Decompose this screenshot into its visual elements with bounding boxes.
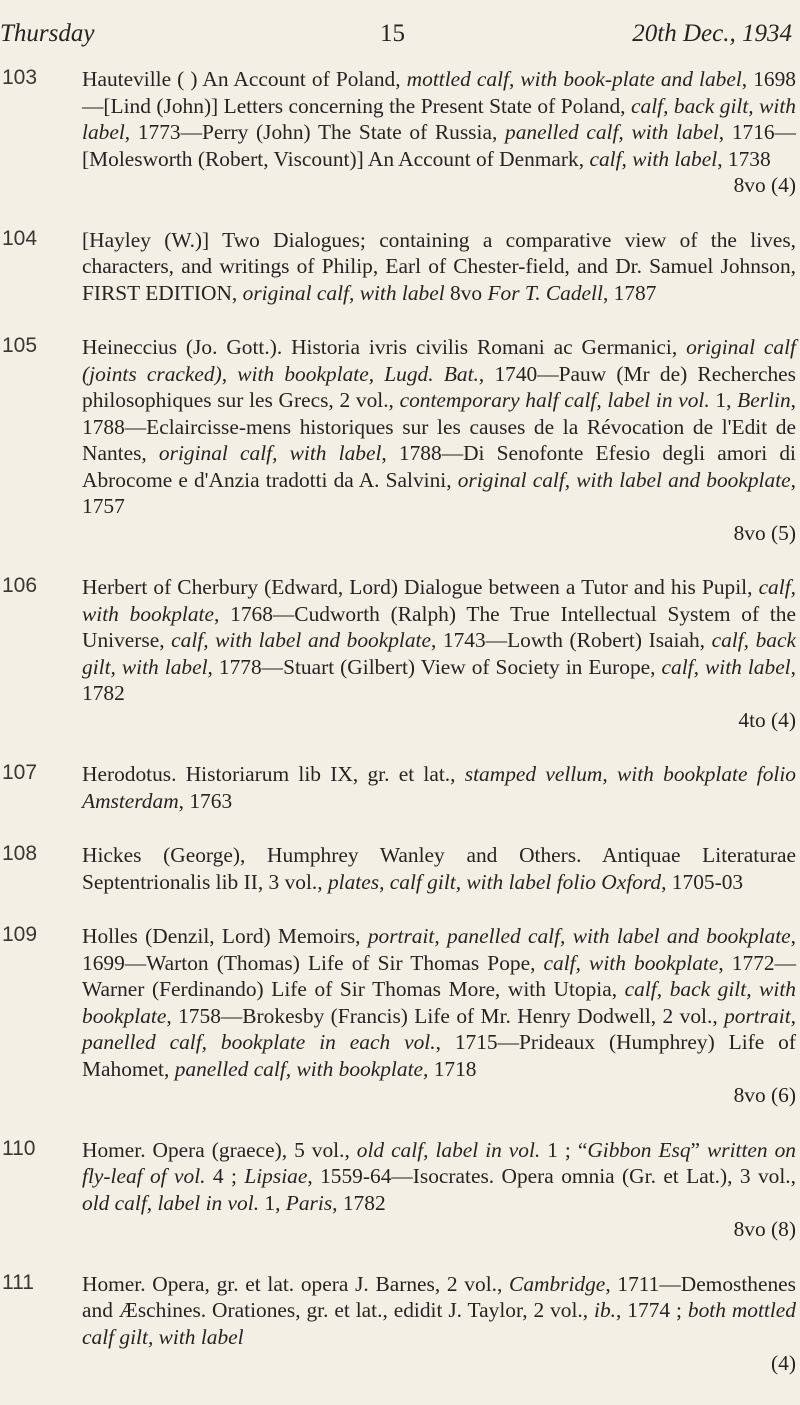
lot-text: , 1782 <box>332 1190 386 1215</box>
lot-italic-text: panelled calf, with label <box>505 120 719 144</box>
lot-italic-text: For T. Cadell <box>487 280 603 305</box>
lot-entry <box>0 574 800 733</box>
lot-description <box>82 334 796 520</box>
lot-description <box>82 1137 796 1217</box>
lot-text: , 1774 ; <box>616 1298 688 1322</box>
lot-description <box>82 923 796 1082</box>
lot-text: , 1699—Warton (Thomas) Life of Sir Thomas Pope, <box>82 924 796 975</box>
lot-text: , 1773—Perry (John) The State of Russia, <box>124 120 505 144</box>
lot-text: , 1738 <box>717 146 771 171</box>
lot-italic-text: ib. <box>594 1298 617 1322</box>
lot-italic-text: portrait, panelled calf, bookplate in each vol. <box>82 1003 796 1054</box>
lot-text: , 1705-03 <box>661 869 744 894</box>
lot-italic-text: calf, back gilt, with label <box>82 93 796 144</box>
lot-italic-text: folio Oxford <box>556 869 662 894</box>
lot-text: , 1787 <box>602 280 657 305</box>
lot-text: , 1715—Prideaux (Humphrey) Life of Mahomet, <box>82 1030 796 1081</box>
lot-entry <box>0 334 800 546</box>
page-number: 15 <box>380 20 405 47</box>
lot-italic-text: Berlin <box>737 388 791 412</box>
lot-text: , 1763 <box>178 788 233 813</box>
lot-italic-text: calf, back gilt, with bookplate <box>82 977 796 1028</box>
lot-description <box>82 842 796 895</box>
lot-italic-text: mottled calf, with book-plate and label <box>406 67 742 91</box>
lot-italic-text: calf, with bookplate <box>543 950 719 975</box>
lot-italic-text: stamped vellum, with bookplate <box>464 762 748 786</box>
lot-italic-text: calf, back gilt, with label <box>82 628 796 679</box>
lot-text: Holles (Denzil, Lord) Memoirs, <box>82 924 368 948</box>
lot-text: , 1698—[Lind (John)] Letters concerning the Present State of Poland, <box>82 67 796 118</box>
lot-italic-text: old calf, label in vol. <box>82 1190 260 1215</box>
lot-text: , 1758—Brokesby (Francis) Life of Mr. Henry Dodwell, 2 vol., <box>166 1003 725 1028</box>
lot-format-count: 4to (4) <box>738 707 796 732</box>
lot-italic-text: plates, calf gilt, with label <box>327 869 552 894</box>
lot-text: ” <box>690 1137 708 1162</box>
lot-text: , 1757 <box>82 467 796 518</box>
lot-entry <box>0 761 800 814</box>
lot-text: , 1743—Lowth (Robert) Isaiah, <box>430 628 712 652</box>
lot-number: 109 <box>2 923 38 946</box>
lot-italic-text: panelled calf, with bookplate <box>174 1056 424 1081</box>
lot-format-count: 8vo (5) <box>733 520 796 545</box>
lot-text: , 1778—Stuart (Gilbert) View of Society in Europe, <box>207 654 662 679</box>
lot-text: [Hayley (W.)] Two Dialogues; containing a comparative view of the lives, characters, and writings of Philip, Earl of Chester-field, and Dr. Samuel Johnson, FIRST EDITION, <box>82 227 796 305</box>
lot-description <box>82 574 796 707</box>
lot-number: 108 <box>2 842 38 865</box>
lot-number: 105 <box>2 334 38 357</box>
lot-italic-text: calf, with label <box>661 654 791 679</box>
header-day: Thursday <box>0 20 95 47</box>
lot-text: , 1711—Demosthenes and Æschines. Orationes, gr. et lat., edidit J. Taylor, 2 vol., <box>82 1271 796 1322</box>
lot-italic-text: original calf, with label <box>158 441 382 465</box>
lot-italic-text: Gibbon Esq <box>587 1137 691 1162</box>
lot-italic-text: calf, with bookplate <box>82 575 796 626</box>
lot-italic-text: written on fly-leaf of vol. <box>82 1137 796 1188</box>
lot-entry <box>0 1271 800 1377</box>
lot-text: , 1788—Eclaircisse-mens historiques sur les causes de la Révocation de l'Edit de Nantes, <box>82 388 796 465</box>
lot-number: 110 <box>2 1136 36 1160</box>
lot-entry <box>0 1137 800 1243</box>
lot-text: Heineccius (Jo. Gott.). Historia ivris civilis Romani ac Germanici, <box>82 335 687 359</box>
lot-text: , 1772—Warner (Ferdinando) Life of Sir Thomas More, with Utopia, <box>82 950 796 1001</box>
lot-italic-text: Lipsiae <box>244 1164 308 1188</box>
lot-text: , 1768—Cudworth (Ralph) The True Intellectual System of the Universe, <box>82 601 796 652</box>
lot-number: 107 <box>2 761 38 784</box>
lot-text: 8vo <box>444 280 488 305</box>
lot-italic-text: original calf, with label <box>242 280 445 305</box>
lot-text: , 1740—Pauw (Mr de) Recherches philosophiques sur les Grecs, 2 vol., <box>82 361 796 412</box>
lot-italic-text: Cambridge <box>509 1271 606 1296</box>
lot-number: 103 <box>2 66 38 89</box>
lot-italic-text: Paris <box>285 1190 333 1215</box>
lot-italic-text: contemporary half calf, label in vol. <box>399 388 710 412</box>
lot-italic-text: old calf, label in vol. <box>356 1137 541 1162</box>
running-header <box>0 20 800 54</box>
lot-italic-text: both mottled calf gilt, with label <box>82 1298 796 1349</box>
lot-text: Homer. Opera, gr. et lat. opera J. Barnes, 2 vol., <box>82 1271 510 1296</box>
lot-text: 1, <box>259 1190 286 1215</box>
lot-text: 1, <box>709 388 738 412</box>
lot-format-count: (4) <box>771 1351 796 1375</box>
lot-list <box>0 66 800 1405</box>
lot-text: Homer. Opera (graece), 5 vol., <box>82 1137 357 1162</box>
lot-description <box>82 66 796 172</box>
lot-entry <box>0 842 800 895</box>
lot-entry <box>0 66 800 199</box>
lot-number: 106 <box>2 574 38 597</box>
lot-entry <box>0 227 800 307</box>
lot-italic-text: calf, with label <box>589 146 718 171</box>
lot-text: Hauteville ( ) An Account of Poland, <box>82 67 407 91</box>
lot-description <box>82 227 796 307</box>
lot-format-count: 8vo (6) <box>733 1083 796 1107</box>
lot-text: 4 ; <box>205 1164 245 1188</box>
lot-format-count: 8vo (4) <box>733 173 796 197</box>
lot-text: , 1782 <box>82 654 796 705</box>
lot-italic-text: portrait, panelled calf, with label and bookplate <box>367 924 791 948</box>
lot-text: , 1716—[Molesworth (Robert, Viscount)] An Account of Denmark, <box>82 120 796 171</box>
lot-text: Herbert of Cherbury (Edward, Lord) Dialogue between a Tutor and his Pupil, <box>82 575 759 599</box>
lot-description <box>82 761 796 814</box>
lot-text: Hickes (George), Humphrey Wanley and Others. Antiquae Literaturae Septentrionalis lib II, 3 vol., <box>82 843 796 894</box>
lot-italic-text: original calf (joints cracked), with bookplate, Lugd. Bat. <box>82 335 796 386</box>
lot-entry <box>0 923 800 1109</box>
lot-number: 104 <box>2 226 38 250</box>
lot-italic-text: calf, with label and bookplate <box>171 628 431 652</box>
lot-text: Herodotus. Historiarum lib IX, gr. et lat., <box>82 762 465 786</box>
lot-text: , 1788—Di Senofonte Efesio degli amori di Abrocome e d'Anzia tradotti da A. Salvini, <box>82 441 796 492</box>
lot-text: , 1718 <box>423 1056 477 1081</box>
lot-text <box>747 762 756 786</box>
lot-italic-text: original calf, with label and bookplate <box>457 467 791 492</box>
lot-description <box>82 1271 796 1351</box>
lot-text: 1 ; “ <box>540 1137 588 1162</box>
lot-text: , 1559-64—Isocrates. Opera omnia (Gr. et Lat.), 3 vol., <box>307 1164 796 1188</box>
header-date: 20th Dec., 1934 <box>632 20 792 47</box>
lot-format-count: 8vo (8) <box>733 1217 796 1241</box>
lot-italic-text: folio Amsterdam <box>82 762 796 813</box>
lot-number: 111 <box>2 1270 34 1294</box>
